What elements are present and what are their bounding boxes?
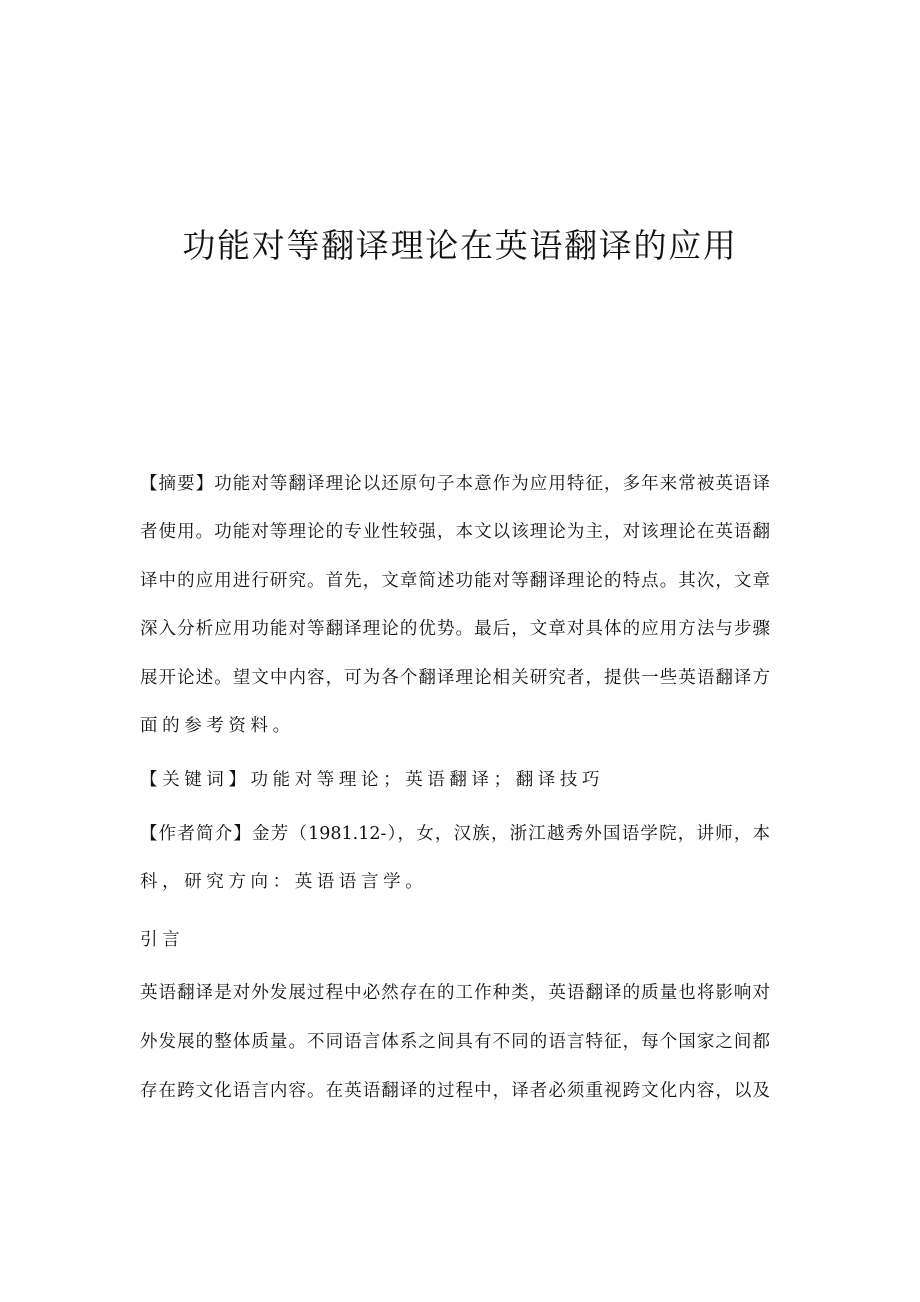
abstract-line: 面的参考资料。 [140, 716, 295, 736]
abstract-line: 译中的应用进行研究。首先，文章简述功能对等翻译理论的特点。其次，文章 [140, 571, 770, 591]
abstract-line: 【摘要】功能对等翻译理论以还原句子本意作为应用特征，多年来常被英语译 [140, 474, 770, 494]
body-line: 存在跨文化语言内容。在英语翻译的过程中，译者必须重视跨文化内容，以及 [140, 1081, 770, 1101]
author-line: 【作者简介】金芳（1981.12-），女，汉族，浙江越秀外国语学院，讲师，本 [140, 824, 770, 844]
author-line: 科，研究方向：英语语言学。 [140, 872, 428, 892]
keywords: 【关键词】功能对等理论；英语翻译；翻译技巧 [140, 770, 605, 790]
document-title: 功能对等翻译理论在英语翻译的应用 [182, 226, 738, 265]
body-line: 外发展的整体质量。不同语言体系之间具有不同的语言特征，每个国家之间都 [140, 1032, 770, 1052]
abstract-line: 展开论述。望文中内容，可为各个翻译理论相关研究者，提供一些英语翻译方 [140, 668, 770, 688]
abstract-line: 深入分析应用功能对等翻译理论的优势。最后，文章对具体的应用方法与步骤 [140, 619, 770, 639]
abstract-line: 者使用。功能对等理论的专业性较强，本文以该理论为主，对该理论在英语翻 [140, 522, 770, 542]
body-line: 英语翻译是对外发展过程中必然存在的工作种类，英语翻译的质量也将影响对 [140, 983, 770, 1003]
section-heading-intro: 引言 [140, 930, 185, 950]
